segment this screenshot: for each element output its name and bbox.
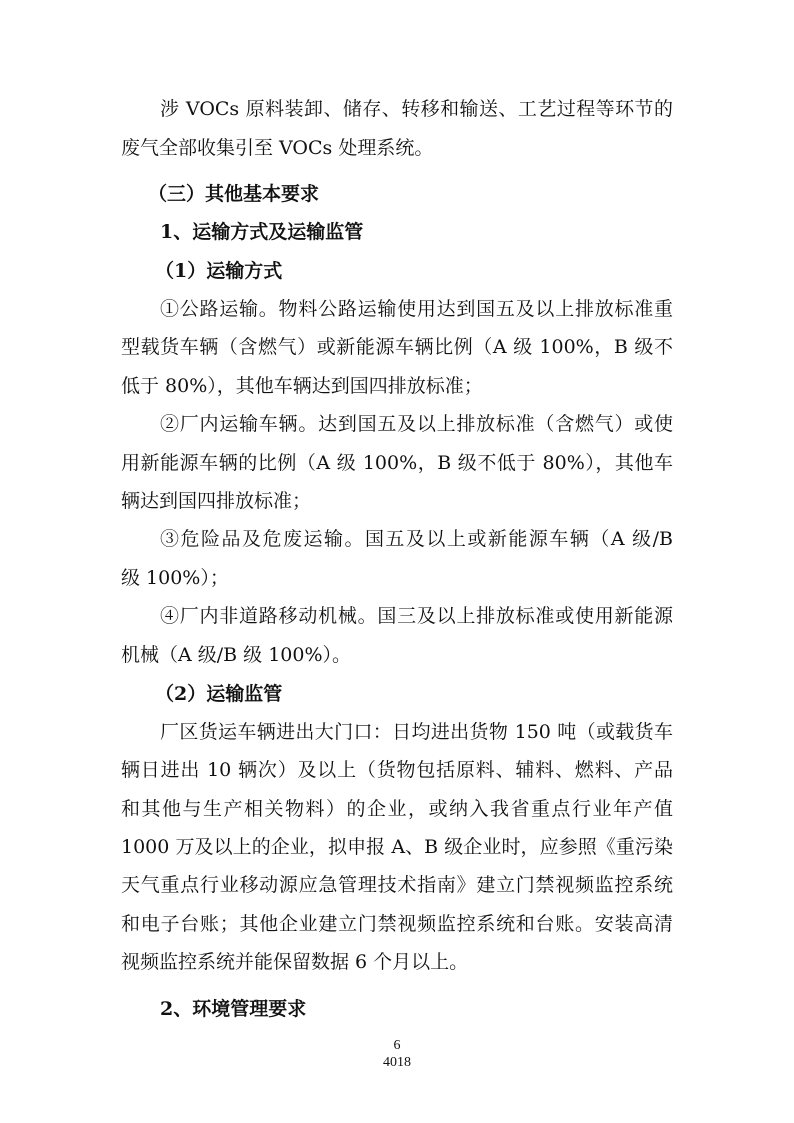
paragraph-line: 级 100%）； bbox=[121, 567, 229, 589]
paragraph-line: 机械（A 级/B 级 100%）。 bbox=[121, 644, 352, 666]
page-code: 4018 bbox=[383, 1055, 411, 1070]
paragraph-line: 天气重点行业移动源应急管理技术指南》建立门禁视频监控系统 bbox=[121, 874, 673, 896]
paragraph-line: ③危险品及危废运输。国五及以上或新能源车辆（A 级/B bbox=[160, 528, 673, 550]
paragraph-line: ①公路运输。物料公路运输使用达到国五及以上排放标准重 bbox=[160, 298, 673, 320]
page-number: 6 bbox=[393, 1038, 401, 1053]
paragraph-line: 和电子台账；其他企业建立门禁视频监控系统和台账。安装高清 bbox=[121, 913, 673, 935]
paragraph-line: 辆日进出 10 辆次）及以上（货物包括原料、辅料、燃料、产品 bbox=[121, 759, 673, 781]
paragraph-line: 视频监控系统并能保留数据 6 个月以上。 bbox=[121, 951, 469, 973]
paragraph-line: ④厂内非道路移动机械。国三及以上排放标准或使用新能源 bbox=[160, 605, 673, 627]
paragraph-line: 1000 万及以上的企业，拟申报 A、B 级企业时，应参照《重污染 bbox=[121, 836, 673, 858]
paragraph-line: ②厂内运输车辆。达到国五及以上排放标准（含燃气）或使 bbox=[160, 413, 673, 435]
subsection-heading: 1、运输方式及运输监管 bbox=[160, 221, 364, 243]
subsection-heading: 2、环境管理要求 bbox=[160, 998, 307, 1020]
paragraph-line: 型载货车辆（含燃气）或新能源车辆比例（A 级 100%，B 级不 bbox=[121, 336, 673, 358]
paragraph-line: 辆达到国四排放标准； bbox=[121, 490, 312, 512]
paragraph-line: 废气全部收集引至 VOCs 处理系统。 bbox=[121, 137, 434, 159]
paragraph-line: 涉 VOCs 原料装卸、储存、转移和输送、工艺过程等环节的 bbox=[160, 98, 673, 120]
item-heading: （2）运输监管 bbox=[155, 683, 283, 705]
section-heading: （三）其他基本要求 bbox=[148, 183, 320, 205]
item-heading: （1）运输方式 bbox=[155, 260, 283, 282]
paragraph-line: 用新能源车辆的比例（A 级 100%，B 级不低于 80%），其他车 bbox=[121, 452, 673, 474]
paragraph-line: 厂区货运车辆进出大门口：日均进出货物 150 吨（或载货车 bbox=[160, 721, 673, 743]
paragraph-line: 低于 80%），其他车辆达到国四排放标准； bbox=[121, 375, 483, 397]
paragraph-line: 和其他与生产相关物料）的企业，或纳入我省重点行业年产值 bbox=[121, 798, 673, 820]
